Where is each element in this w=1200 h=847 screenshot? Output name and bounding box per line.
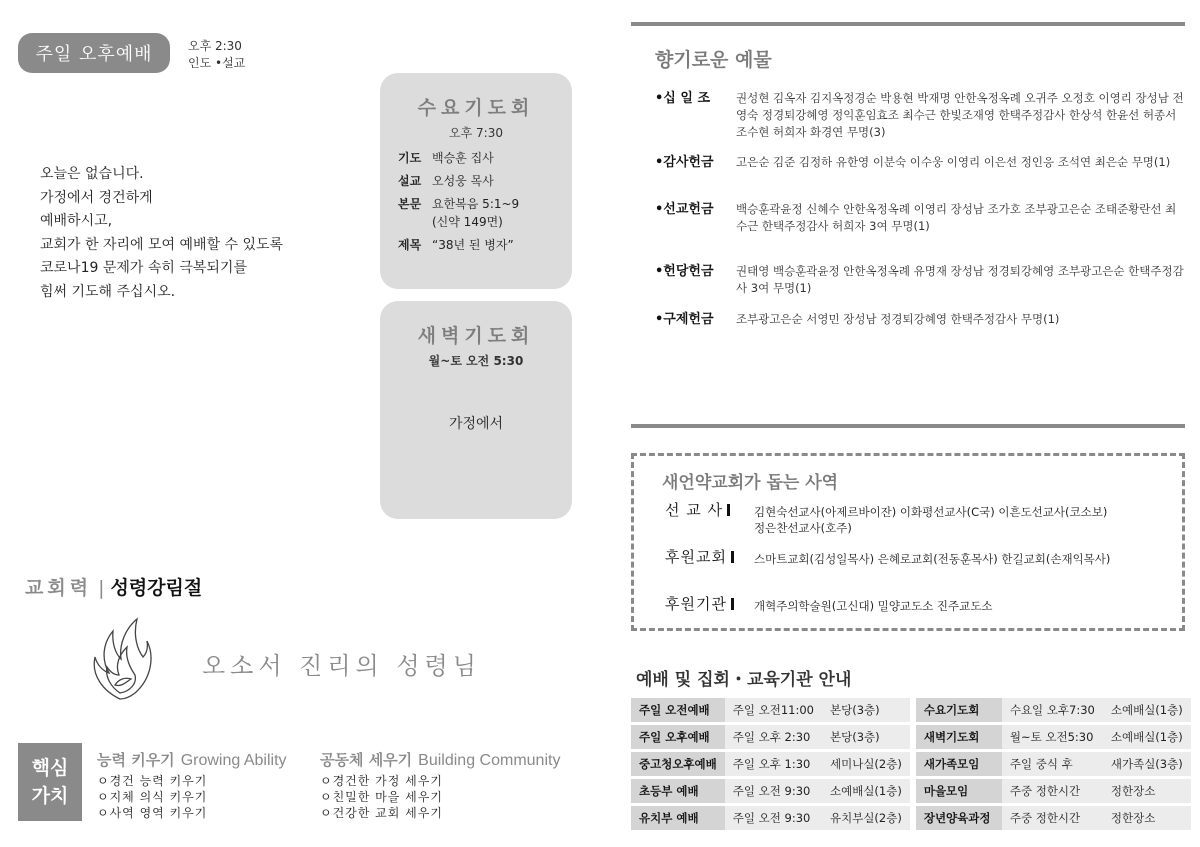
afternoon-service-meta bbox=[188, 38, 245, 72]
service-row bbox=[631, 779, 1191, 803]
core-values-badge bbox=[18, 743, 82, 821]
meeting-name: 마을모임 bbox=[910, 779, 1002, 803]
meeting-place: 정한장소 bbox=[1103, 806, 1191, 830]
service-name: 유치부 예배 bbox=[631, 806, 725, 830]
service-place: 소예배실(1층) bbox=[822, 779, 910, 803]
mission-category bbox=[665, 502, 730, 518]
mission-bar-icon bbox=[731, 551, 734, 563]
meeting-name: 새가족모임 bbox=[910, 752, 1002, 776]
offerings-title: 향기로운 예물 bbox=[655, 49, 772, 71]
meeting-time: 주중 정한시간 bbox=[1002, 779, 1103, 803]
mission-category-label: 선 교 사 bbox=[665, 501, 724, 519]
detail-key: 본문 bbox=[398, 197, 422, 211]
service-name: 주일 오후예배 bbox=[631, 725, 725, 749]
service-row bbox=[631, 698, 1191, 722]
offering-type: •십 일 조 bbox=[655, 91, 711, 106]
value-item: ㅇ사역 영역 키우기 bbox=[97, 806, 208, 820]
detail-row bbox=[398, 236, 572, 254]
value-list bbox=[320, 773, 560, 821]
service-place: 유치부실(2층) bbox=[822, 806, 910, 830]
message-line: 오늘은 없습니다. bbox=[40, 166, 144, 182]
meeting-place: 정한장소 bbox=[1103, 779, 1191, 803]
meeting-time: 주일 중식 후 bbox=[1002, 752, 1103, 776]
wednesday-title: 수요기도회 bbox=[417, 97, 535, 119]
service-name: 중고청오후예배 bbox=[631, 752, 725, 776]
service-row bbox=[631, 752, 1191, 776]
middle-divider bbox=[631, 424, 1185, 428]
service-time: 주일 오후 2:30 bbox=[725, 725, 822, 749]
offering-row bbox=[655, 154, 1185, 171]
detail-value: 오성웅 목사 bbox=[432, 174, 494, 188]
calendar-label: 교회력 bbox=[25, 577, 93, 599]
meeting-name: 새벽기도회 bbox=[910, 725, 1002, 749]
value-item: ㅇ건강한 교회 세우기 bbox=[320, 806, 443, 820]
mission-category bbox=[665, 549, 734, 565]
mission-row bbox=[665, 548, 1165, 567]
detail-value: 요한복음 5:1~9 bbox=[432, 197, 520, 211]
core-value-group-community bbox=[320, 749, 560, 821]
mission-row bbox=[665, 501, 1165, 536]
wednesday-time: 오후 7:30 bbox=[449, 126, 503, 140]
offering-row bbox=[655, 201, 1185, 235]
service-place: 세미나실(2층) bbox=[822, 752, 910, 776]
service-row bbox=[631, 806, 1191, 830]
mission-category-label: 후원기관 bbox=[665, 595, 727, 613]
mission-row bbox=[665, 595, 1165, 614]
value-item: ㅇ친밀한 마을 세우기 bbox=[320, 790, 443, 804]
offering-row bbox=[655, 90, 1185, 141]
services-title: 예배 및 집회・교육기관 안내 bbox=[636, 670, 852, 690]
meeting-time: 월~토 오전5:30 bbox=[1002, 725, 1103, 749]
calendar-separator: | bbox=[98, 577, 105, 599]
wednesday-details bbox=[398, 149, 572, 254]
service-time: 주일 오후 1:30 bbox=[725, 752, 822, 776]
message-line: 힘써 기도해 주십시오. bbox=[40, 283, 176, 300]
detail-row bbox=[398, 172, 572, 190]
detail-value: “38년 된 병자” bbox=[432, 238, 514, 252]
services-table bbox=[631, 695, 1191, 833]
church-calendar-heading bbox=[25, 573, 202, 600]
service-time: 주일 오전 9:30 bbox=[725, 779, 822, 803]
message-line: 가정에서 경건하게 bbox=[40, 189, 153, 206]
detail-value: (신약 149면) bbox=[432, 215, 503, 229]
meeting-place: 소예배실(1층) bbox=[1103, 698, 1191, 722]
wednesday-prayer-card bbox=[380, 73, 572, 289]
value-title-en: Building Community bbox=[418, 752, 561, 769]
value-title-en: Growing Ability bbox=[180, 752, 287, 769]
afternoon-time: 오후 2:30 bbox=[188, 39, 242, 53]
core-value-group-ability bbox=[97, 749, 287, 821]
detail-key: 기도 bbox=[398, 151, 422, 165]
service-name: 주일 오전예배 bbox=[631, 698, 725, 722]
calendar-theme: 오소서 진리의 성령님 bbox=[202, 652, 481, 680]
mission-bar-icon bbox=[731, 598, 734, 610]
mission-line: 개혁주의학술원(고신대) 밀양교도소 진주교도소 bbox=[754, 599, 993, 613]
meeting-time: 수요일 오후7:30 bbox=[1002, 698, 1103, 722]
offering-type: •선교헌금 bbox=[655, 202, 714, 217]
missions-title: 새언약교회가 돕는 사역 bbox=[662, 473, 839, 493]
meeting-place: 소예배실(1층) bbox=[1103, 725, 1191, 749]
meeting-name: 장년양육과정 bbox=[910, 806, 1002, 830]
detail-key: 설교 bbox=[398, 174, 422, 188]
dawn-note: 가정에서 bbox=[448, 416, 504, 432]
offering-names: 고은순 김준 김정하 유한영 이분숙 이수웅 이영리 이은선 정인응 조석연 최은순 무명(1) bbox=[736, 155, 1171, 169]
mission-line: 김현숙선교사(아제르바이잔) 이화평선교사(C국) 이흔도선교사(코소보) bbox=[754, 505, 1108, 519]
meeting-place: 새가족실(3층) bbox=[1103, 752, 1191, 776]
value-list bbox=[97, 773, 287, 821]
detail-row bbox=[398, 195, 572, 213]
calendar-season: 성령강림절 bbox=[110, 577, 203, 599]
service-row bbox=[631, 725, 1191, 749]
value-title-ko: 능력 키우기 bbox=[97, 751, 175, 769]
value-group-title bbox=[97, 749, 287, 770]
message-line: 코로나19 문제가 속히 극복되기를 bbox=[40, 260, 247, 276]
offering-names: 권태영 백승훈곽윤정 안한옥정옥례 유명재 장성남 정경퇴강혜영 조부광고은순 한택주정감사 3여 무명(1) bbox=[736, 264, 1184, 295]
value-item: ㅇ경건 능력 키우기 bbox=[97, 774, 208, 788]
afternoon-service-pill: 주일 오후예배 bbox=[18, 33, 170, 73]
value-group-title bbox=[320, 749, 560, 770]
offering-type: •구제헌금 bbox=[655, 312, 714, 327]
offering-row bbox=[655, 311, 1185, 328]
afternoon-lead: 인도 •설교 bbox=[188, 56, 246, 70]
dawn-title: 새벽기도회 bbox=[417, 325, 535, 347]
dawn-time: 월~토 오전 5:30 bbox=[428, 354, 524, 368]
meeting-name: 수요기도회 bbox=[910, 698, 1002, 722]
offering-type: •감사헌금 bbox=[655, 155, 714, 170]
service-name: 초등부 예배 bbox=[631, 779, 725, 803]
offering-row bbox=[655, 263, 1185, 297]
mission-category-label: 후원교회 bbox=[665, 548, 727, 566]
service-place: 본당(3층) bbox=[822, 725, 910, 749]
message-line: 예배하시고, bbox=[40, 213, 113, 229]
detail-row bbox=[398, 149, 572, 167]
offering-type: •헌당헌금 bbox=[655, 264, 714, 279]
dove-flame-icon bbox=[85, 613, 155, 703]
mission-category bbox=[665, 596, 734, 612]
mission-line: 스마트교회(김성일목사) 은혜로교회(전동훈목사) 한길교회(손재익목사) bbox=[754, 552, 1111, 566]
value-item: ㅇ경건한 가정 세우기 bbox=[320, 774, 443, 788]
service-time: 주일 오전11:00 bbox=[725, 698, 822, 722]
detail-value: 백승훈 집사 bbox=[432, 151, 494, 165]
offering-names: 조부광고은순 서영민 장성남 정경퇴강혜영 한택주정감사 무명(1) bbox=[736, 312, 1060, 326]
mission-bar-icon bbox=[727, 504, 730, 516]
meeting-time: 주중 정한시간 bbox=[1002, 806, 1103, 830]
dawn-prayer-card bbox=[380, 301, 572, 519]
core-badge-top: 핵심 bbox=[31, 757, 69, 779]
service-place: 본당(3층) bbox=[822, 698, 910, 722]
mission-line: 정은찬선교사(호주) bbox=[754, 521, 852, 535]
value-title-ko: 공동체 세우기 bbox=[320, 751, 413, 769]
top-divider bbox=[631, 22, 1185, 26]
value-item: ㅇ지체 의식 키우기 bbox=[97, 790, 208, 804]
notice-message bbox=[40, 163, 283, 304]
core-badge-bottom: 가치 bbox=[31, 785, 69, 807]
message-line: 교회가 한 자리에 모여 예배할 수 있도록 bbox=[40, 236, 284, 253]
offering-names: 백승훈곽윤정 신혜수 안한옥정옥례 이영리 장성남 조가호 조부광고은순 조태준황란선 최수근 한택주정감사 허희자 3여 무명(1) bbox=[736, 202, 1177, 233]
detail-key: 제목 bbox=[398, 238, 422, 252]
service-time: 주일 오전 9:30 bbox=[725, 806, 822, 830]
offering-names: 권성현 김옥자 김지옥정경순 박용현 박재명 안한옥정옥례 오귀주 오정호 이영리 장성남 전영숙 정경퇴강혜영 정익훈임효조 최수근 한빛조재영 한택주정감사 한상석 한윤선 허종서조수현 허희자 화경연 무명(3) bbox=[736, 91, 1184, 139]
detail-row bbox=[398, 213, 572, 231]
